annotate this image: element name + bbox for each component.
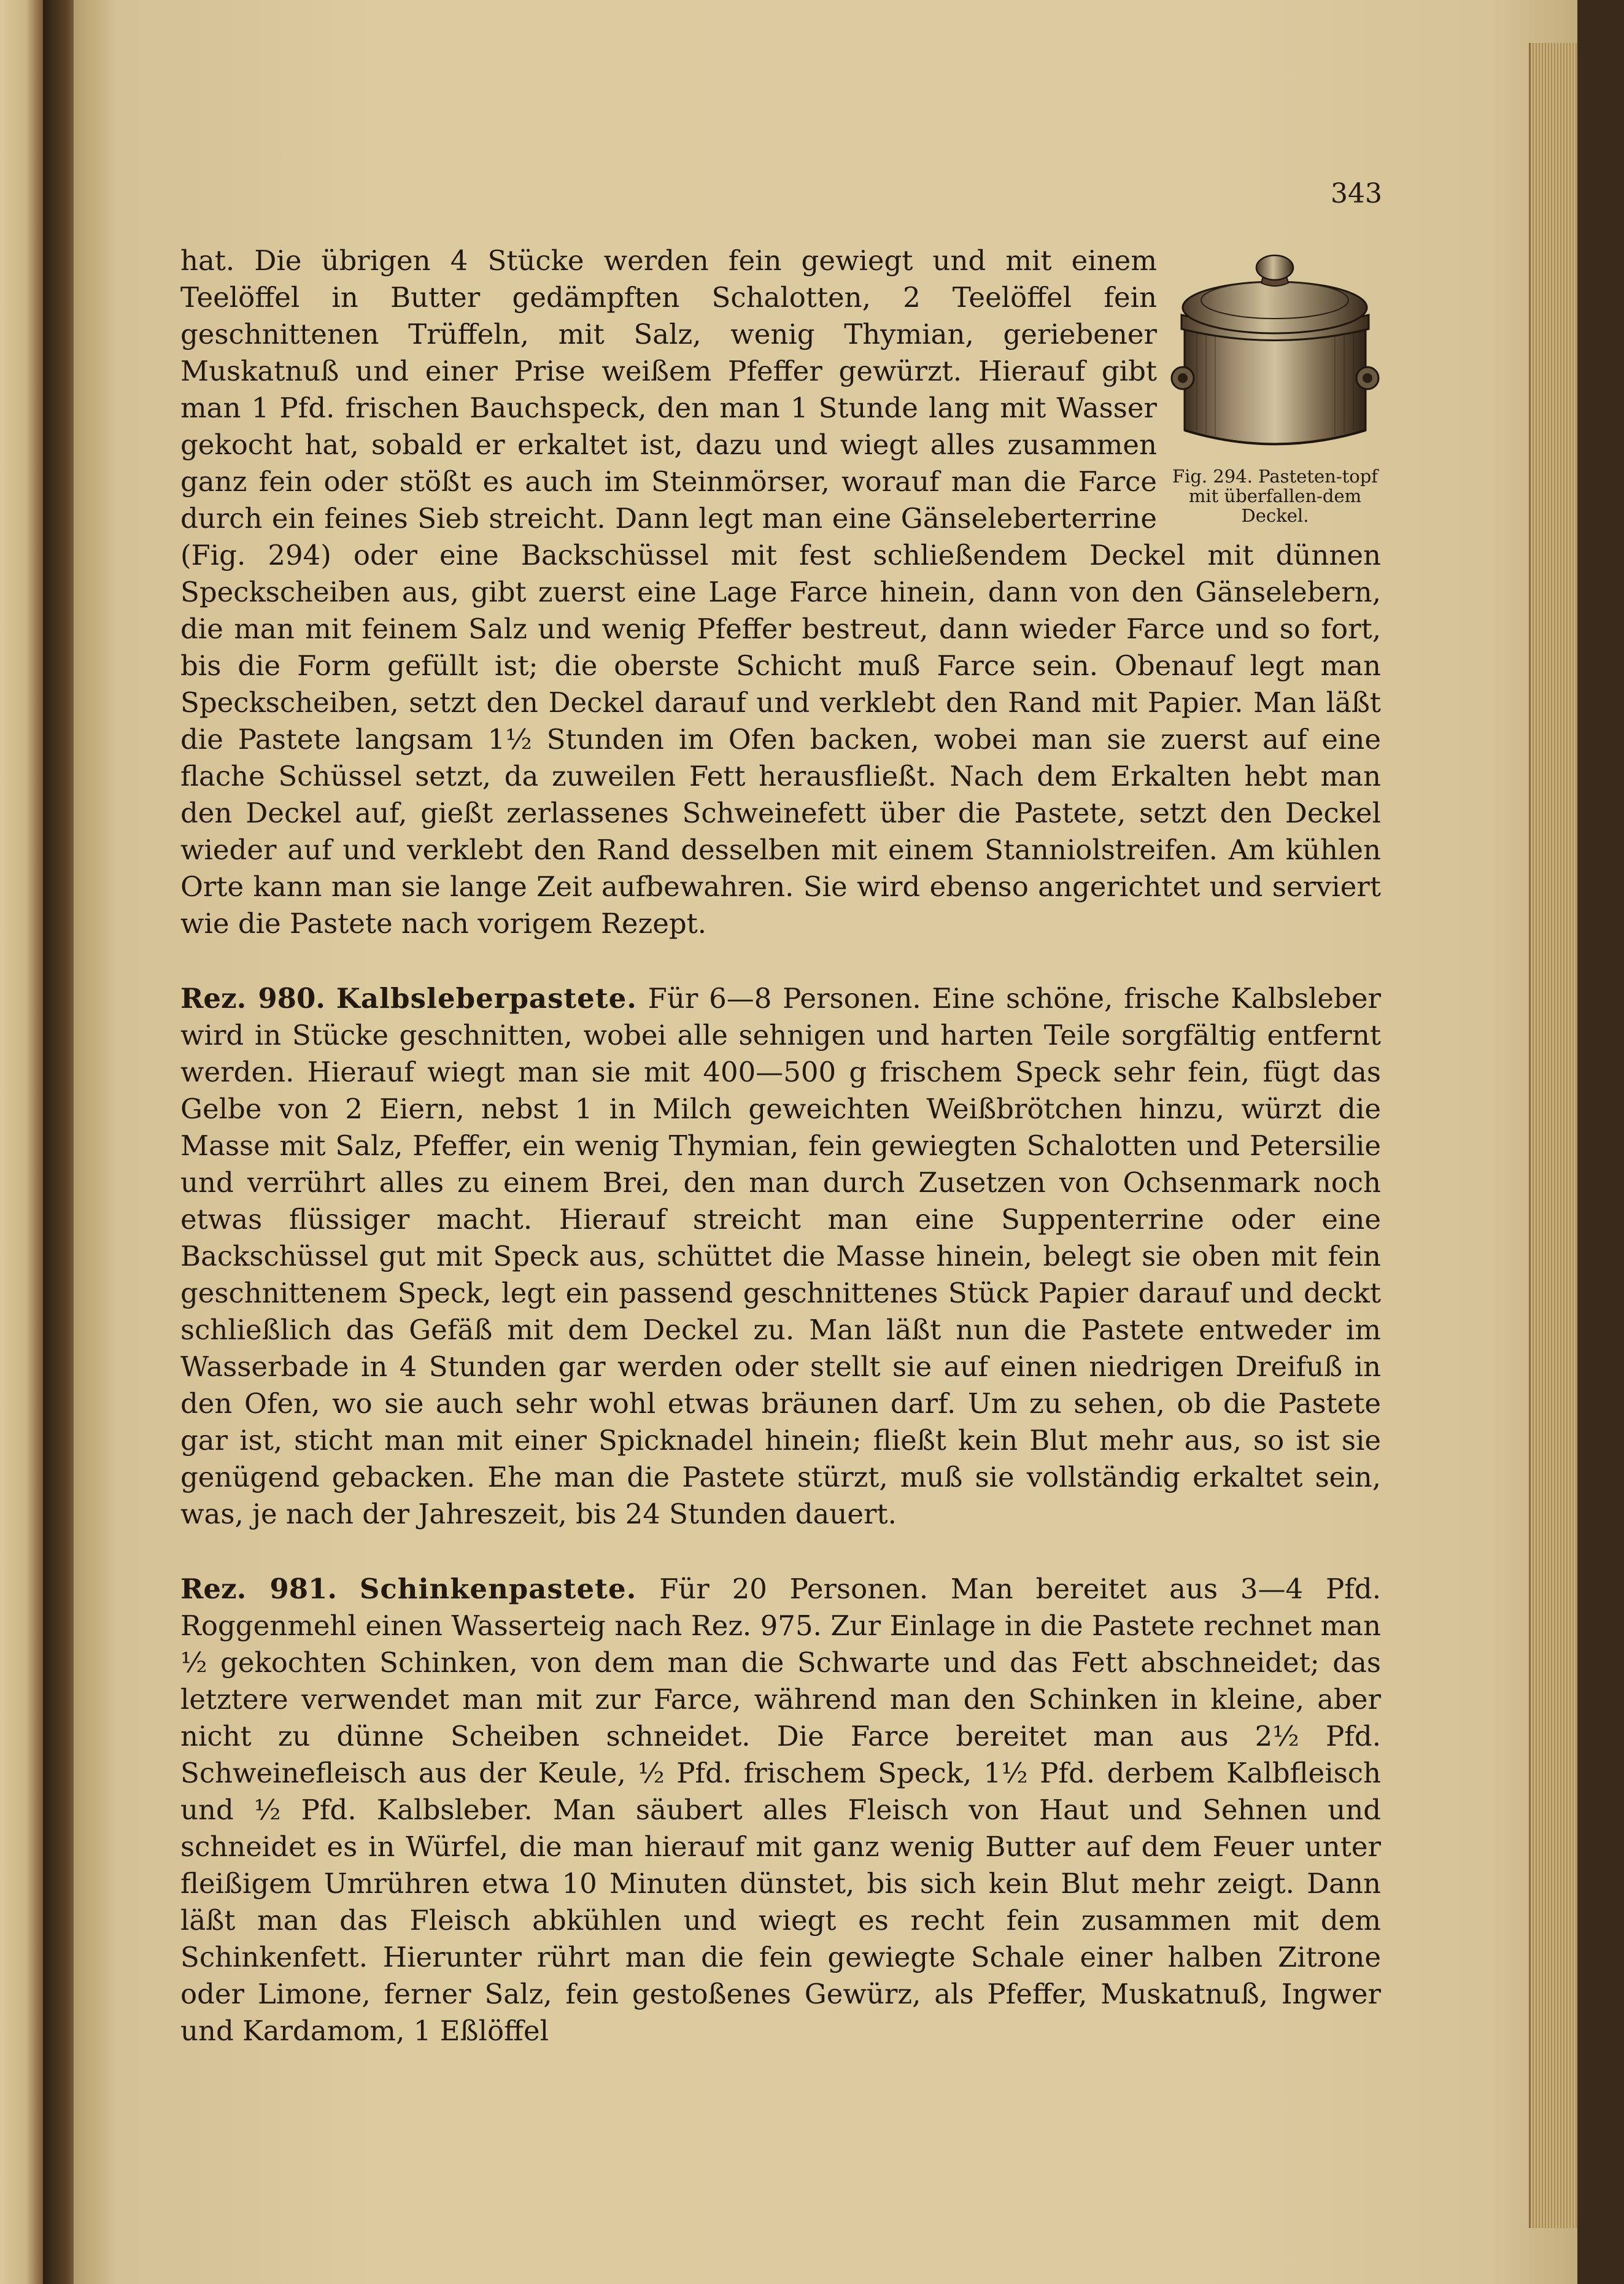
- recipe-number: Rez. 980.: [180, 982, 325, 1015]
- recipe-body: Für 6—8 Personen. Eine schöne, frische Kalbsleber wird in Stücke geschnitten, wobei alle sehnigen und harten Teile sorgfältig entfernt werden. Hierauf wiegt man sie mit 400—500 g frischem Speck sehr fein, fügt das Gelbe von 2 Eiern, nebst 1 in Milch geweichten Weißbrötchen hinzu, würzt die Masse mit Salz, Pfeffer, ein wenig Thymian, fein gewiegten Schalotten und Petersilie und verrührt alles zu einem Brei, den man durch Zusetzen von Ochsenmark noch etwas flüssiger macht. Hierauf streicht man eine Suppenterrine oder eine Backschüssel gut mit Speck aus, schüttet die Masse hinein, belegt sie oben mit fein geschnittenem Speck, legt ein passend geschnittenes Stück Papier darauf und deckt schließlich das Gefäß mit dem Deckel zu. Man läßt nun die Pastete entweder im Wasserbade in 4 Stunden gar werden oder stellt sie auf einen niedrigen Dreifuß in den Ofen, wo sie auch sehr wohl etwas bräunen darf. Um zu sehen, ob die Pastete gar ist, sticht man mit einer Spicknadel hinein; fließt kein Blut mehr aus, so ist sie genügend gebacken. Ehe man die Pastete stürzt, muß sie vollständig erkaltet sein, was, je nach der Jahreszeit, bis 24 Stunden dauert.: [180, 982, 1382, 1530]
- figure-caption: Fig. 294. Pasteten-topf mit überfallen-dem Deckel.: [1172, 466, 1378, 526]
- recipe-981: [180, 1571, 1381, 2050]
- pastry-pot-illustration-icon: [1169, 246, 1381, 464]
- page-text: [180, 242, 1381, 2050]
- page-number: 343: [1331, 178, 1382, 209]
- recipe-number: Rez. 981.: [180, 1573, 338, 1605]
- recipe-title: Schinkenpastete.: [359, 1573, 637, 1605]
- left-page-edge: [0, 0, 43, 2284]
- recipe-980: [180, 980, 1381, 1533]
- recipe-title: Kalbsleberpastete.: [336, 982, 637, 1015]
- recipe-body: Für 20 Personen. Man bereitet aus 3—4 Pfd. Roggenmehl einen Wasserteig nach Rez. 975. Zur Einlage in die Pastete rechnet man ½ gekochten Schinken, von dem man die Schwarte und das Fett abschneidet; das letztere verwendet man mit zur Farce, während man den Schinken in kleine, aber nicht zu dünne Scheiben schneidet. Die Farce bereitet man aus 2½ Pfd. Schweinefleisch aus der Keule, ½ Pfd. frischem Speck, 1½ Pfd. derbem Kalbfleisch und ½ Pfd. Kalbsleber. Man säubert alles Fleisch von Haut und Sehnen und schneidet es in Würfel, die man hierauf mit ganz wenig Butter auf dem Feuer unter fleißigem Umrühren etwa 10 Minuten dünstet, bis sich kein Blut mehr zeigt. Dann läßt man das Fleisch abkühlen und wiegt es recht fein zusammen mit dem Schinkenfett. Hierunter rührt man die fein gewiegte Schale einer halben Zitrone oder Limone, ferner Salz, fein gestoßenes Gewürz, als Pfeffer, Muskatnuß, Ingwer und Kardamom, 1 Eßlöffel: [180, 1573, 1381, 2047]
- page-edges: [1529, 43, 1577, 2228]
- intro-paragraph: hat. Die übrigen 4 Stücke werden fein gewiegt und mit einem Teelöffel in Butter gedämpften Schalotten, 2 Teelöffel fein geschnittenen Trüffeln, mit Salz, wenig Thymian, geriebener Muskatnuß und einer Prise weißem Pfeffer gewürzt. Hierauf gibt man 1 Pfd. frischen Bauchspeck, den man 1 Stunde lang mit Wasser gekocht hat, sobald er erkaltet ist, dazu und wiegt alles zusammen ganz fein oder stößt es auch im Steinmörser, worauf man die Farce durch ein feines Sieb streicht. Dann legt man eine Gänseleberterrine (Fig. 294) oder eine Backschüssel mit fest schließendem Deckel mit dünnen Speckscheiben aus, gibt zuerst eine Lage Farce hinein, dann von den Gänselebern, die man mit feinem Salz und wenig Pfeffer bestreut, dann wieder Farce und so fort, bis die Form gefüllt ist; die oberste Schicht muß Farce sein. Obenauf legt man Speckscheiben, setzt den Deckel darauf und verklebt den Rand mit Papier. Man läßt die Pastete langsam 1½ Stunden im Ofen backen, wobei man sie zuerst auf eine flache Schüssel setzt, da zuweilen Fett herausfließt. Nach dem Erkalten hebt man den Deckel auf, gießt zerlassenes Schweinefett über die Pastete, setzt den Deckel wieder auf und verklebt den Rand desselben mit einem Stanniolstreifen. Am kühlen Orte kann man sie lange Zeit aufbewahren. Sie wird ebenso angerichtet und serviert wie die Pastete nach vorigem Rezept.: [180, 244, 1381, 940]
- figure-294: [1169, 246, 1381, 525]
